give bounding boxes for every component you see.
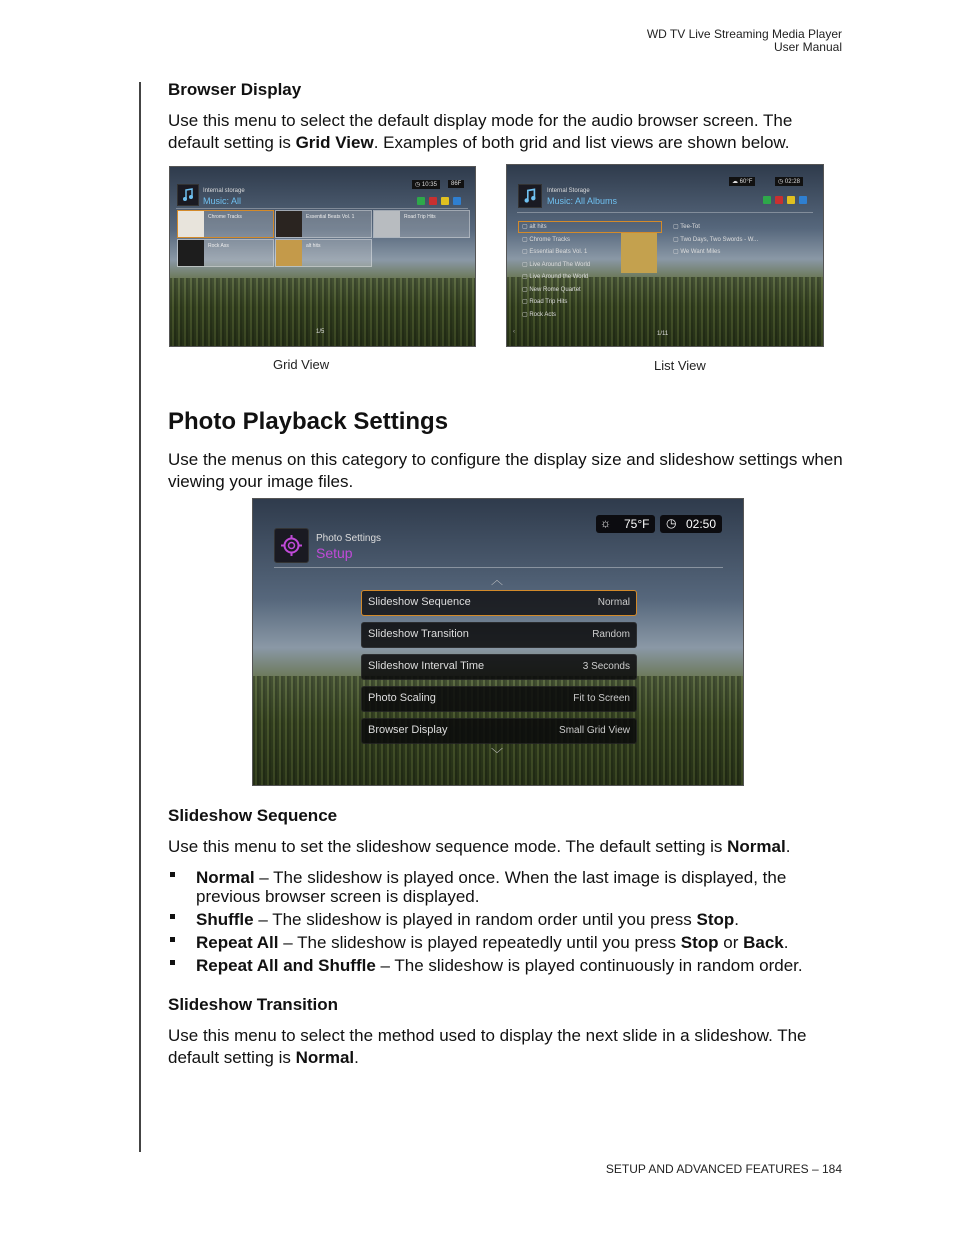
green-button-icon xyxy=(763,196,771,204)
blue-button-icon xyxy=(453,197,461,205)
section-heading-slideshow-sequence: Slideshow Sequence xyxy=(168,806,338,825)
margin-rule xyxy=(139,82,141,1152)
settings-title: Setup xyxy=(316,545,353,561)
red-button-icon xyxy=(429,197,437,205)
time-readout: ◷ 02:28 xyxy=(775,177,803,186)
weather-icon: ☼ xyxy=(600,516,611,530)
page-header xyxy=(647,28,842,54)
list-item[interactable]: ▢ Chrome Tracks xyxy=(522,237,571,243)
grid-tile[interactable]: Essential Beats Vol. 1 xyxy=(275,210,372,238)
browser-title: Music: All xyxy=(203,196,242,206)
list-item[interactable]: ▢ Live Around The World xyxy=(522,262,591,268)
chevron-up-icon[interactable]: ︿ xyxy=(491,573,504,587)
blue-button-icon xyxy=(799,196,807,204)
bullet-icon xyxy=(170,914,175,919)
red-button-icon xyxy=(775,196,783,204)
menu-item-slideshow-interval[interactable]: Slideshow Interval Time 3 Seconds xyxy=(361,654,637,680)
list-item[interactable]: ▢ alt hits xyxy=(522,224,547,230)
page-footer: SETUP AND ADVANCED FEATURES – 184 xyxy=(605,1162,842,1176)
time-readout: ◷ 02:50 xyxy=(660,515,722,533)
browser-display-paragraph: Use this menu to select the default display mode for the audio browser screen. The default setting is Grid View. Examples of both grid and list views are shown below. xyxy=(168,111,793,152)
list-view-screenshot xyxy=(506,164,824,347)
grid-tile[interactable]: Chrome Tracks xyxy=(177,210,274,238)
section-heading-browser-display: Browser Display xyxy=(168,80,302,99)
header-doc: User Manual xyxy=(773,40,842,54)
grid-tile[interactable]: Road Trip Hits xyxy=(373,210,470,238)
menu-item-photo-scaling[interactable]: Photo Scaling Fit to Screen xyxy=(361,686,637,712)
page-number: 184 xyxy=(821,1162,842,1176)
clock-icon: ◷ xyxy=(778,179,785,185)
list-item[interactable]: ▢ New Rome Quartet xyxy=(522,287,581,293)
album-art xyxy=(621,233,657,273)
section-heading-slideshow-transition: Slideshow Transition xyxy=(168,995,339,1014)
menu-item-slideshow-sequence[interactable]: Slideshow Sequence Normal xyxy=(361,590,637,616)
temperature-readout: 86F xyxy=(448,180,464,188)
settings-path: Photo Settings xyxy=(316,533,382,544)
chevron-left-icon[interactable]: ‹ xyxy=(513,329,515,335)
list-item: Normal – The slideshow is played once. When the last image is displayed, the previous browser screen is displayed. xyxy=(168,868,848,906)
list-item[interactable]: ▢ Road Trip Hits xyxy=(522,299,568,305)
grid-tile[interactable]: alt hits xyxy=(275,239,372,267)
grid-view-caption: Grid View xyxy=(273,357,330,372)
list-item[interactable]: ▢ We Want Miles xyxy=(673,249,721,255)
chevron-down-icon[interactable]: ﹀ xyxy=(491,747,504,761)
bullet-icon xyxy=(170,960,175,965)
settings-gear-icon xyxy=(274,528,309,563)
slideshow-sequence-paragraph: Use this menu to set the slideshow sequence mode. The default setting is Normal. xyxy=(168,837,791,856)
list-item[interactable]: ▢ Tee-Tot xyxy=(673,224,700,230)
storage-path: Internal storage xyxy=(203,188,245,194)
list-item[interactable]: ▢ Essential Beats Vol. 1 xyxy=(522,249,588,255)
temperature-readout: ☁ 60°F xyxy=(729,177,755,186)
section-heading-photo-playback: Photo Playback Settings xyxy=(168,408,449,435)
time-readout: ◷ 10:35 xyxy=(412,180,440,189)
slideshow-transition-paragraph: Use this menu to select the method used to display the next slide in a slideshow. The default setting is Normal. xyxy=(168,1026,807,1067)
photo-playback-paragraph: Use the menus on this category to configure the display size and slideshow settings when viewing your image files. xyxy=(168,450,843,491)
green-button-icon xyxy=(417,197,425,205)
bullet-icon xyxy=(170,872,175,877)
photo-settings-screenshot xyxy=(252,498,744,786)
page-indicator: 1/5 xyxy=(316,329,325,335)
clock-icon: ◷ xyxy=(415,182,422,188)
list-item: Repeat All and Shuffle – The slideshow is played continuously in random order. xyxy=(168,956,848,975)
list-item[interactable]: ▢ Two Days, Two Swords - W... xyxy=(673,237,759,243)
storage-path: Internal Storage xyxy=(547,188,590,194)
music-icon xyxy=(177,184,199,206)
header-product: WD TV Live Streaming Media Player xyxy=(646,27,842,41)
grid-tile[interactable]: Rock Ass xyxy=(177,239,274,267)
sequence-options-list xyxy=(168,868,848,979)
menu-item-browser-display[interactable]: Browser Display Small Grid View xyxy=(361,718,637,744)
music-icon xyxy=(518,184,542,208)
list-item: Repeat All – The slideshow is played repeatedly until you press Stop or Back. xyxy=(168,933,848,952)
clock-icon: ◷ xyxy=(666,516,677,530)
grid-view-screenshot xyxy=(169,166,476,347)
list-item: Shuffle – The slideshow is played in random order until you press Stop. xyxy=(168,910,848,929)
list-item[interactable]: ▢ Rock Acts xyxy=(522,312,557,318)
browser-title: Music: All Albums xyxy=(547,196,618,206)
yellow-button-icon xyxy=(441,197,449,205)
page-indicator: 1/11 xyxy=(657,331,669,337)
list-view-caption: List View xyxy=(654,358,706,373)
bullet-icon xyxy=(170,937,175,942)
yellow-button-icon xyxy=(787,196,795,204)
temperature-readout: ☼ 75°F xyxy=(596,515,655,533)
menu-item-slideshow-transition[interactable]: Slideshow Transition Random xyxy=(361,622,637,648)
header-divider xyxy=(274,567,723,568)
list-item[interactable]: ▢ Live Around the World xyxy=(522,274,589,280)
cloud-icon: ☁ xyxy=(732,179,740,185)
